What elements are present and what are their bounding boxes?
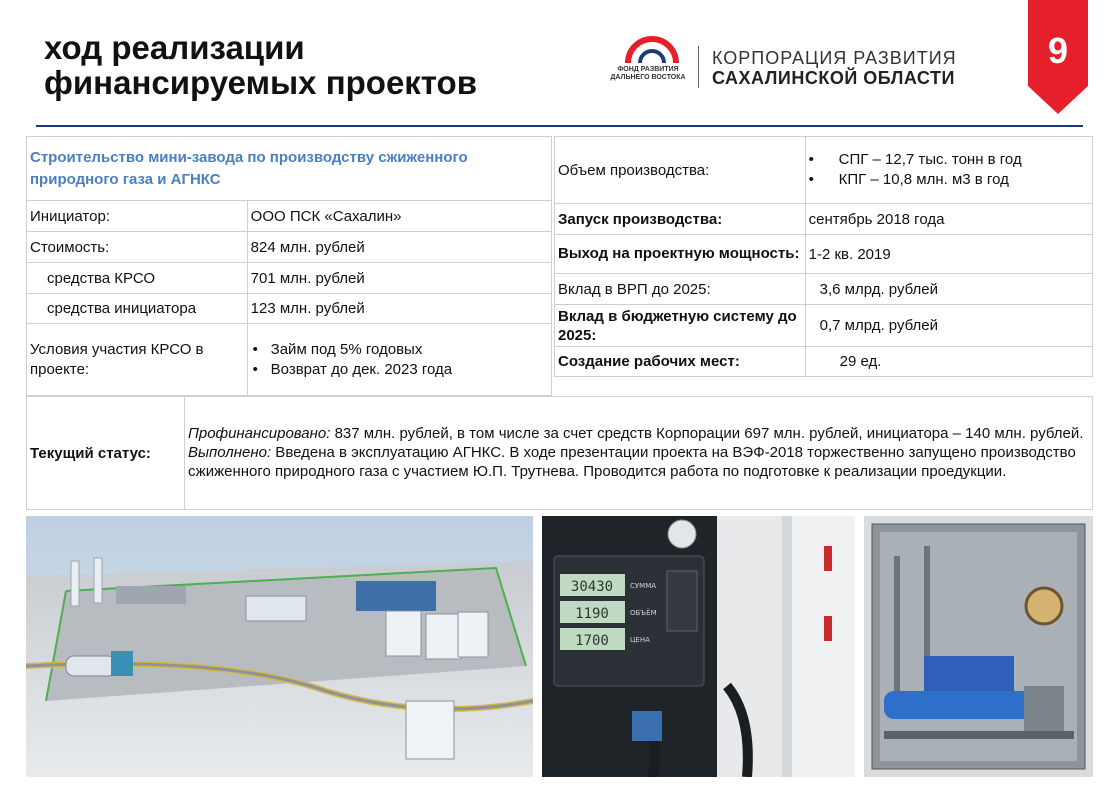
status-text <box>185 397 1093 510</box>
status-table <box>26 396 1093 510</box>
fund-logo-icon <box>622 36 682 66</box>
title-line-1: ход реализации <box>44 29 305 66</box>
jobs-value: 29 ед. <box>805 347 1092 377</box>
initiator-funds-value: 123 млн. рублей <box>247 294 551 324</box>
status-label: Текущий статус: <box>27 397 185 510</box>
jobs-label: Создание рабочих мест: <box>555 347 806 377</box>
financed-label: Профинансировано: <box>188 424 331 442</box>
cost-value: 824 млн. рублей <box>247 232 551 263</box>
corp-name-line-2: САХАЛИНСКОЙ ОБЛАСТИ <box>712 68 955 88</box>
page-title <box>44 30 477 100</box>
financed-text: 837 млн. рублей, в том числе за счет средств Корпорации 697 млн. рублей, инициатора – 140 млн. рублей. <box>330 424 1084 442</box>
page-number: 9 <box>1047 30 1069 71</box>
corp-name-line-1: КОРПОРАЦИЯ РАЗВИТИЯ <box>712 48 957 68</box>
conditions-label: Условия участия КРСО в проекте: <box>27 324 248 396</box>
launch-value: сентябрь 2018 года <box>805 204 1092 235</box>
pump-display-label-2: ОБЪЁМ <box>630 609 657 617</box>
volume-value <box>805 137 1092 204</box>
capacity-label: Выход на проектную мощность: <box>555 235 806 274</box>
fund-logo-text: ФОНД РАЗВИТИЯ ДАЛЬНЕГО ВОСТОКА <box>610 66 686 81</box>
plant-rendering-image <box>26 516 533 777</box>
volume-item: • СПГ – 12,7 тыс. тонн в год <box>809 150 1089 170</box>
grp-value: 3,6 млрд. рублей <box>805 274 1092 305</box>
pump-display-value-1: 30430 <box>570 579 614 595</box>
capacity-value: 1-2 кв. 2019 <box>805 235 1092 274</box>
project-title: Строительство мини-завода по производству сжиженного природного газа и АГНКС <box>27 137 552 201</box>
header-divider <box>36 125 1083 127</box>
pump-display-label-3: ЦЕНА <box>630 636 650 644</box>
metrics-table <box>554 136 1093 377</box>
budget-value: 0,7 млрд. рублей <box>805 305 1092 347</box>
cost-label: Стоимость: <box>27 232 248 263</box>
krso-funds-value: 701 млн. рублей <box>247 263 551 294</box>
compressor-image <box>864 516 1093 777</box>
fuel-dispenser-image <box>542 516 855 777</box>
done-label: Выполнено: <box>188 443 272 461</box>
condition-item: • Возврат до дек. 2023 года <box>251 360 548 380</box>
conditions-value <box>247 324 551 396</box>
krso-funds-label: средства КРСО <box>27 263 248 294</box>
done-text: Введена в эксплуатацию АГНКС. В ходе презентации проекта на ВЭФ-2018 торжественно запущено производство сжиженного природного газа с участием Ю.П. Трутнева. Проводится работа по подготовке к реализации проедукции. <box>188 443 1076 480</box>
project-table <box>26 136 552 396</box>
volume-label: Объем производства: <box>555 137 806 204</box>
initiator-funds-label: средства инициатора <box>27 294 248 324</box>
budget-label: Вклад в бюджетную систему до 2025: <box>555 305 806 347</box>
launch-label: Запуск производства: <box>555 204 806 235</box>
initiator-value: ООО ПСК «Сахалин» <box>247 201 551 232</box>
logo-area <box>606 36 966 92</box>
logo-divider <box>698 46 699 88</box>
title-line-2: финансируемых проектов <box>44 64 477 101</box>
pump-display-value-3: 1700 <box>575 633 609 649</box>
initiator-label: Инициатор: <box>27 201 248 232</box>
volume-item: • КПГ – 10,8 млн. м3 в год <box>809 170 1089 190</box>
grp-label: Вклад в ВРП до 2025: <box>555 274 806 305</box>
pump-display-label-1: СУММА <box>630 582 657 590</box>
pump-display-value-2: 1190 <box>575 606 609 622</box>
condition-item: • Займ под 5% годовых <box>251 340 548 360</box>
